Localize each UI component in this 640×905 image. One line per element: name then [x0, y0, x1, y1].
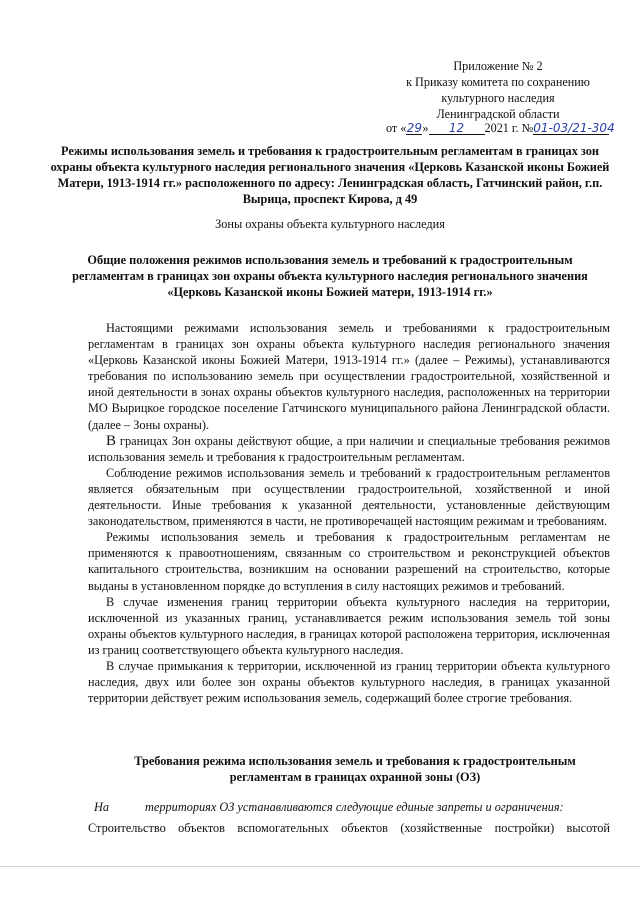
- paragraph: Настоящими режимами использования земель и требованиями к градостроительным регламентам в границах зон охраны объекта культурного наследия регионального значения «Церковь Казанской иконы Божией Матери, 1913-1914 гг.» (далее – Режимы), устанавливаются требования по использованию земель при осуществлении градостроительной, хозяйственной и иной деятельности в зонах охраны объектов культурного наследия, расположенных на территории МО Вырицкое городское поселение Гатчинского муниципального района Ленинградской области. (далее – Зоны охраны).: [88, 321, 610, 432]
- general-provisions-heading: Общие положения режимов использования земель и требований к градостроительным регламентам в границах зон охраны объекта культурного наследия регионального значения «Церковь Казанской иконы Божией матери, 1913-1914 гг.»: [72, 253, 588, 299]
- order-date-line: [386, 121, 636, 136]
- date-prefix: от «: [386, 121, 407, 135]
- appendix-region-line: Ленинградской области: [436, 107, 560, 121]
- document-subtitle: Зоны охраны объекта культурного наследия: [215, 217, 445, 231]
- paragraph: В случае изменения границ территории объекта культурного наследия на территории, исключенной из указанных границ, устанавливается режим использования земель той зоны охраны объектов культурного наследия, в границах которой расположена территория, исключенная из границ соответствующего объекта культурного наследия.: [88, 594, 610, 657]
- oz-section-heading: Требования режима использования земель и требования к градостроительным регламентам в границах охранной зоны (ОЗ): [134, 754, 576, 784]
- date-mid: »: [422, 121, 429, 135]
- appendix-block: [378, 58, 618, 122]
- last-line: Строительство объектов вспомогательных объектов (хозяйственные постройки) высотой: [88, 821, 610, 835]
- document-title: Режимы использования земель и требования к градостроительным регламентам в границах зон охраны объекта культурного наследия регионального значения «Церковь Казанской иконы Божией Матери, 1913-1914 гг.» расположенного по адресу: Ленинградская область, Гатчинский район, г.п. Вырица, проспект Кирова, д 49: [50, 144, 610, 206]
- paragraph: В случае примыкания к территории, исключенной из границ территории объекта культурного наследия, двух или более зон охраны объектов культурного наследия, в границах указанной территории действует режим использования земель, содержащий более строгие требования.: [88, 658, 610, 706]
- date-month-handwritten: 12: [429, 122, 485, 135]
- oz-restrictions-intro: [94, 800, 614, 815]
- scan-edge-divider: [0, 866, 640, 867]
- italic-rest: территориях ОЗ устанавливаются следующие единые запреты и ограничения:: [145, 800, 564, 814]
- paragraph: В границах Зон охраны действуют общие, а при наличии и специальные требования режимов использования земель и требования к градостроительным регламентам.: [88, 432, 610, 464]
- paragraph: Режимы использования земель и требования к градостроительным регламентам не применяются к правоотношениям, связанным со строительством и реконструкцией объектов капитального строительства, возникшим на основании разрешений на строительство, которые выданы в установленном порядке до вступления в силу настоящих режимов и требований.: [88, 530, 610, 593]
- order-number-handwritten: 01-03/21-304: [533, 121, 615, 135]
- appendix-order-line: к Приказу комитета по сохранению: [406, 75, 590, 89]
- body-text: [88, 320, 610, 706]
- appendix-committee-line: культурного наследия: [441, 91, 555, 105]
- appendix-title: Приложение № 2: [453, 59, 543, 73]
- date-year: 2021 г. №: [484, 121, 534, 135]
- paragraph: Соблюдение режимов использования земель и требований к градостроительным регламентов является обязательным при осуществлении градостроительной, хозяйственной и иной деятельности. Иные требования к указанной деятельности, установленные действующим законодательством, применяются в части, не противоречащей настоящим режимам и требованиям.: [88, 465, 610, 529]
- date-day-handwritten: 29: [406, 121, 423, 135]
- italic-na: На: [94, 800, 110, 814]
